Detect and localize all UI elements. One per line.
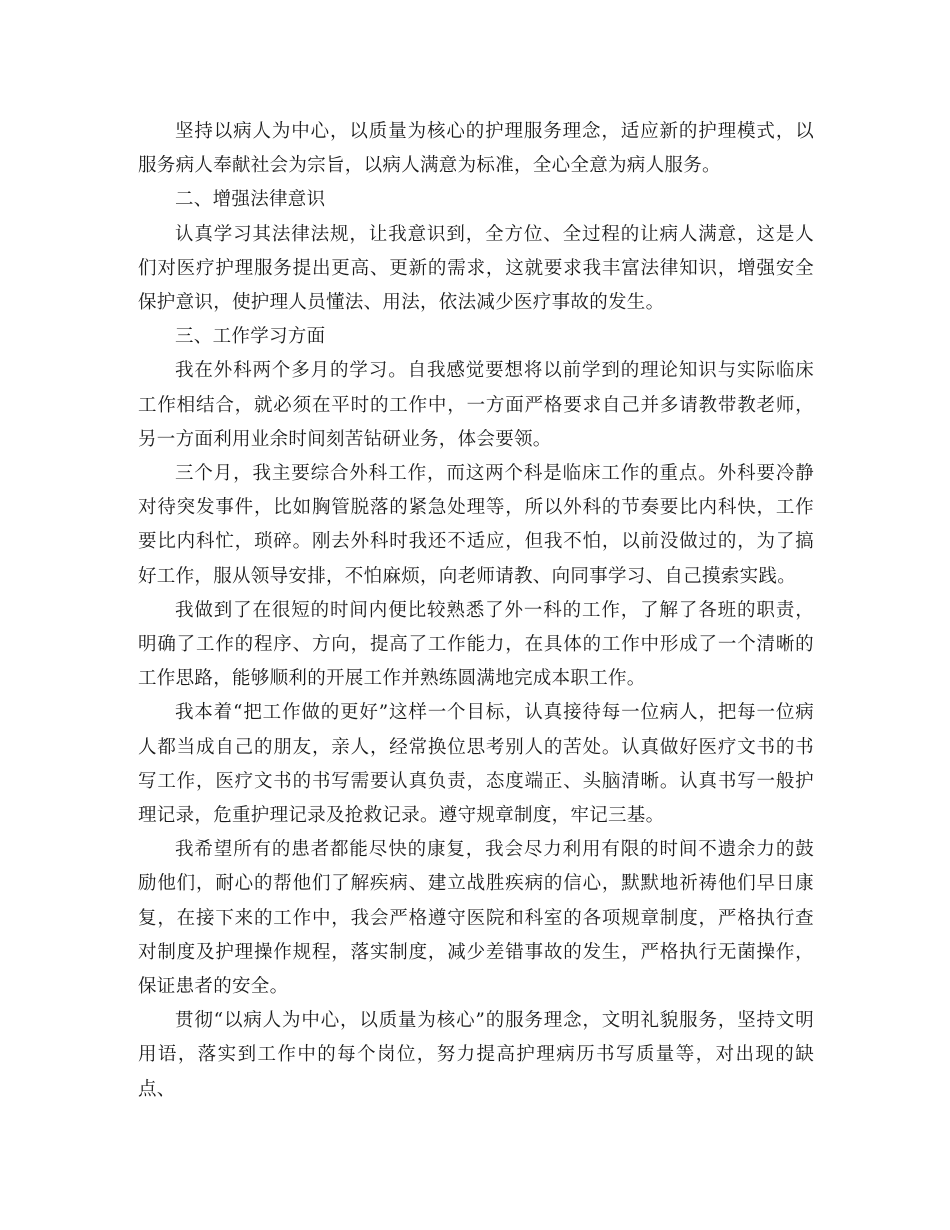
paragraph-three-months: 三个月，我主要综合外科工作，而这两个科是临床工作的重点。外科要冷静对待突发事件，比如胸管脱落的紧急处理等，所以外科的节奏要比内科快，工作要比内科忙，琐碎。刚去外科时我还不适应，但我不怕，以前没做过的，为了搞好工作，服从领导安排，不怕麻烦，向老师请教、向同事学习、自己摸索实践。 bbox=[138, 463, 814, 587]
paragraph-recovery-hope: 我希望所有的患者都能尽快的康复，我会尽力利用有限的时间不遗余力的鼓励他们，耐心的帮他们了解疾病、建立战胜疾病的信心，默默地祈祷他们早日康复，在接下来的工作中，我会严格遵守医院和科室的各项规章制度，严格执行查对制度及护理操作规程，落实制度，减少差错事故的发生，严格执行无菌操作，保证患者的安全。 bbox=[138, 839, 814, 998]
paragraph-service-philosophy: 坚持以病人为中心，以质量为核心的护理服务理念，适应新的护理模式，以服务病人奉献社会为宗旨，以病人满意为标准，全心全意为病人服务。 bbox=[138, 121, 814, 177]
paragraph-surgery-learning: 我在外科两个多月的学习。自我感觉要想将以前学到的理论知识与实际临床工作相结合，就必须在平时的工作中，一方面严格要求自己并多请教带教老师，另一方面利用业余时间刻苦钻研业务，体会要领。 bbox=[138, 360, 814, 450]
paragraph-legal-study: 认真学习其法律法规，让我意识到，全方位、全过程的让病人满意，这是人们对医疗护理服务提出更高、更新的需求，这就要求我丰富法律知识，增强安全保护意识，使护理人员懂法、用法，依法减少医疗事故的发生。 bbox=[138, 223, 814, 314]
paragraph-familiarization: 我做到了在很短的时间内便比较熟悉了外一科的工作，了解了各班的职责，明确了工作的程序、方向，提高了工作能力，在具体的工作中形成了一个清晰的工作思路，能够顺利的开展工作并熟练圆满地完成本职工作。 bbox=[138, 599, 814, 690]
section-heading-legal-awareness: 二、增强法律意识 bbox=[175, 189, 326, 211]
section-heading-work-study: 三、工作学习方面 bbox=[175, 326, 326, 348]
paragraph-patient-centered: 贯彻“以病人为中心，以质量为核心”的服务理念，文明礼貌服务，坚持文明用语，落实到工作中的每个岗位，努力提高护理病历书写质量等，对出现的缺点、 bbox=[138, 1010, 814, 1100]
paragraph-patient-care: 我本着“把工作做的更好”这样一个目标，认真接待每一位病人，把每一位病人都当成自己的朋友，亲人，经常换位思考别人的苦处。认真做好医疗文书的书写工作，医疗文书的书写需要认真负责，态度端正、头脑清晰。认真书写一般护理记录，危重护理记录及抢救记录。遵守规章制度，牢记三基。 bbox=[138, 702, 814, 827]
document-body bbox=[138, 115, 814, 1107]
